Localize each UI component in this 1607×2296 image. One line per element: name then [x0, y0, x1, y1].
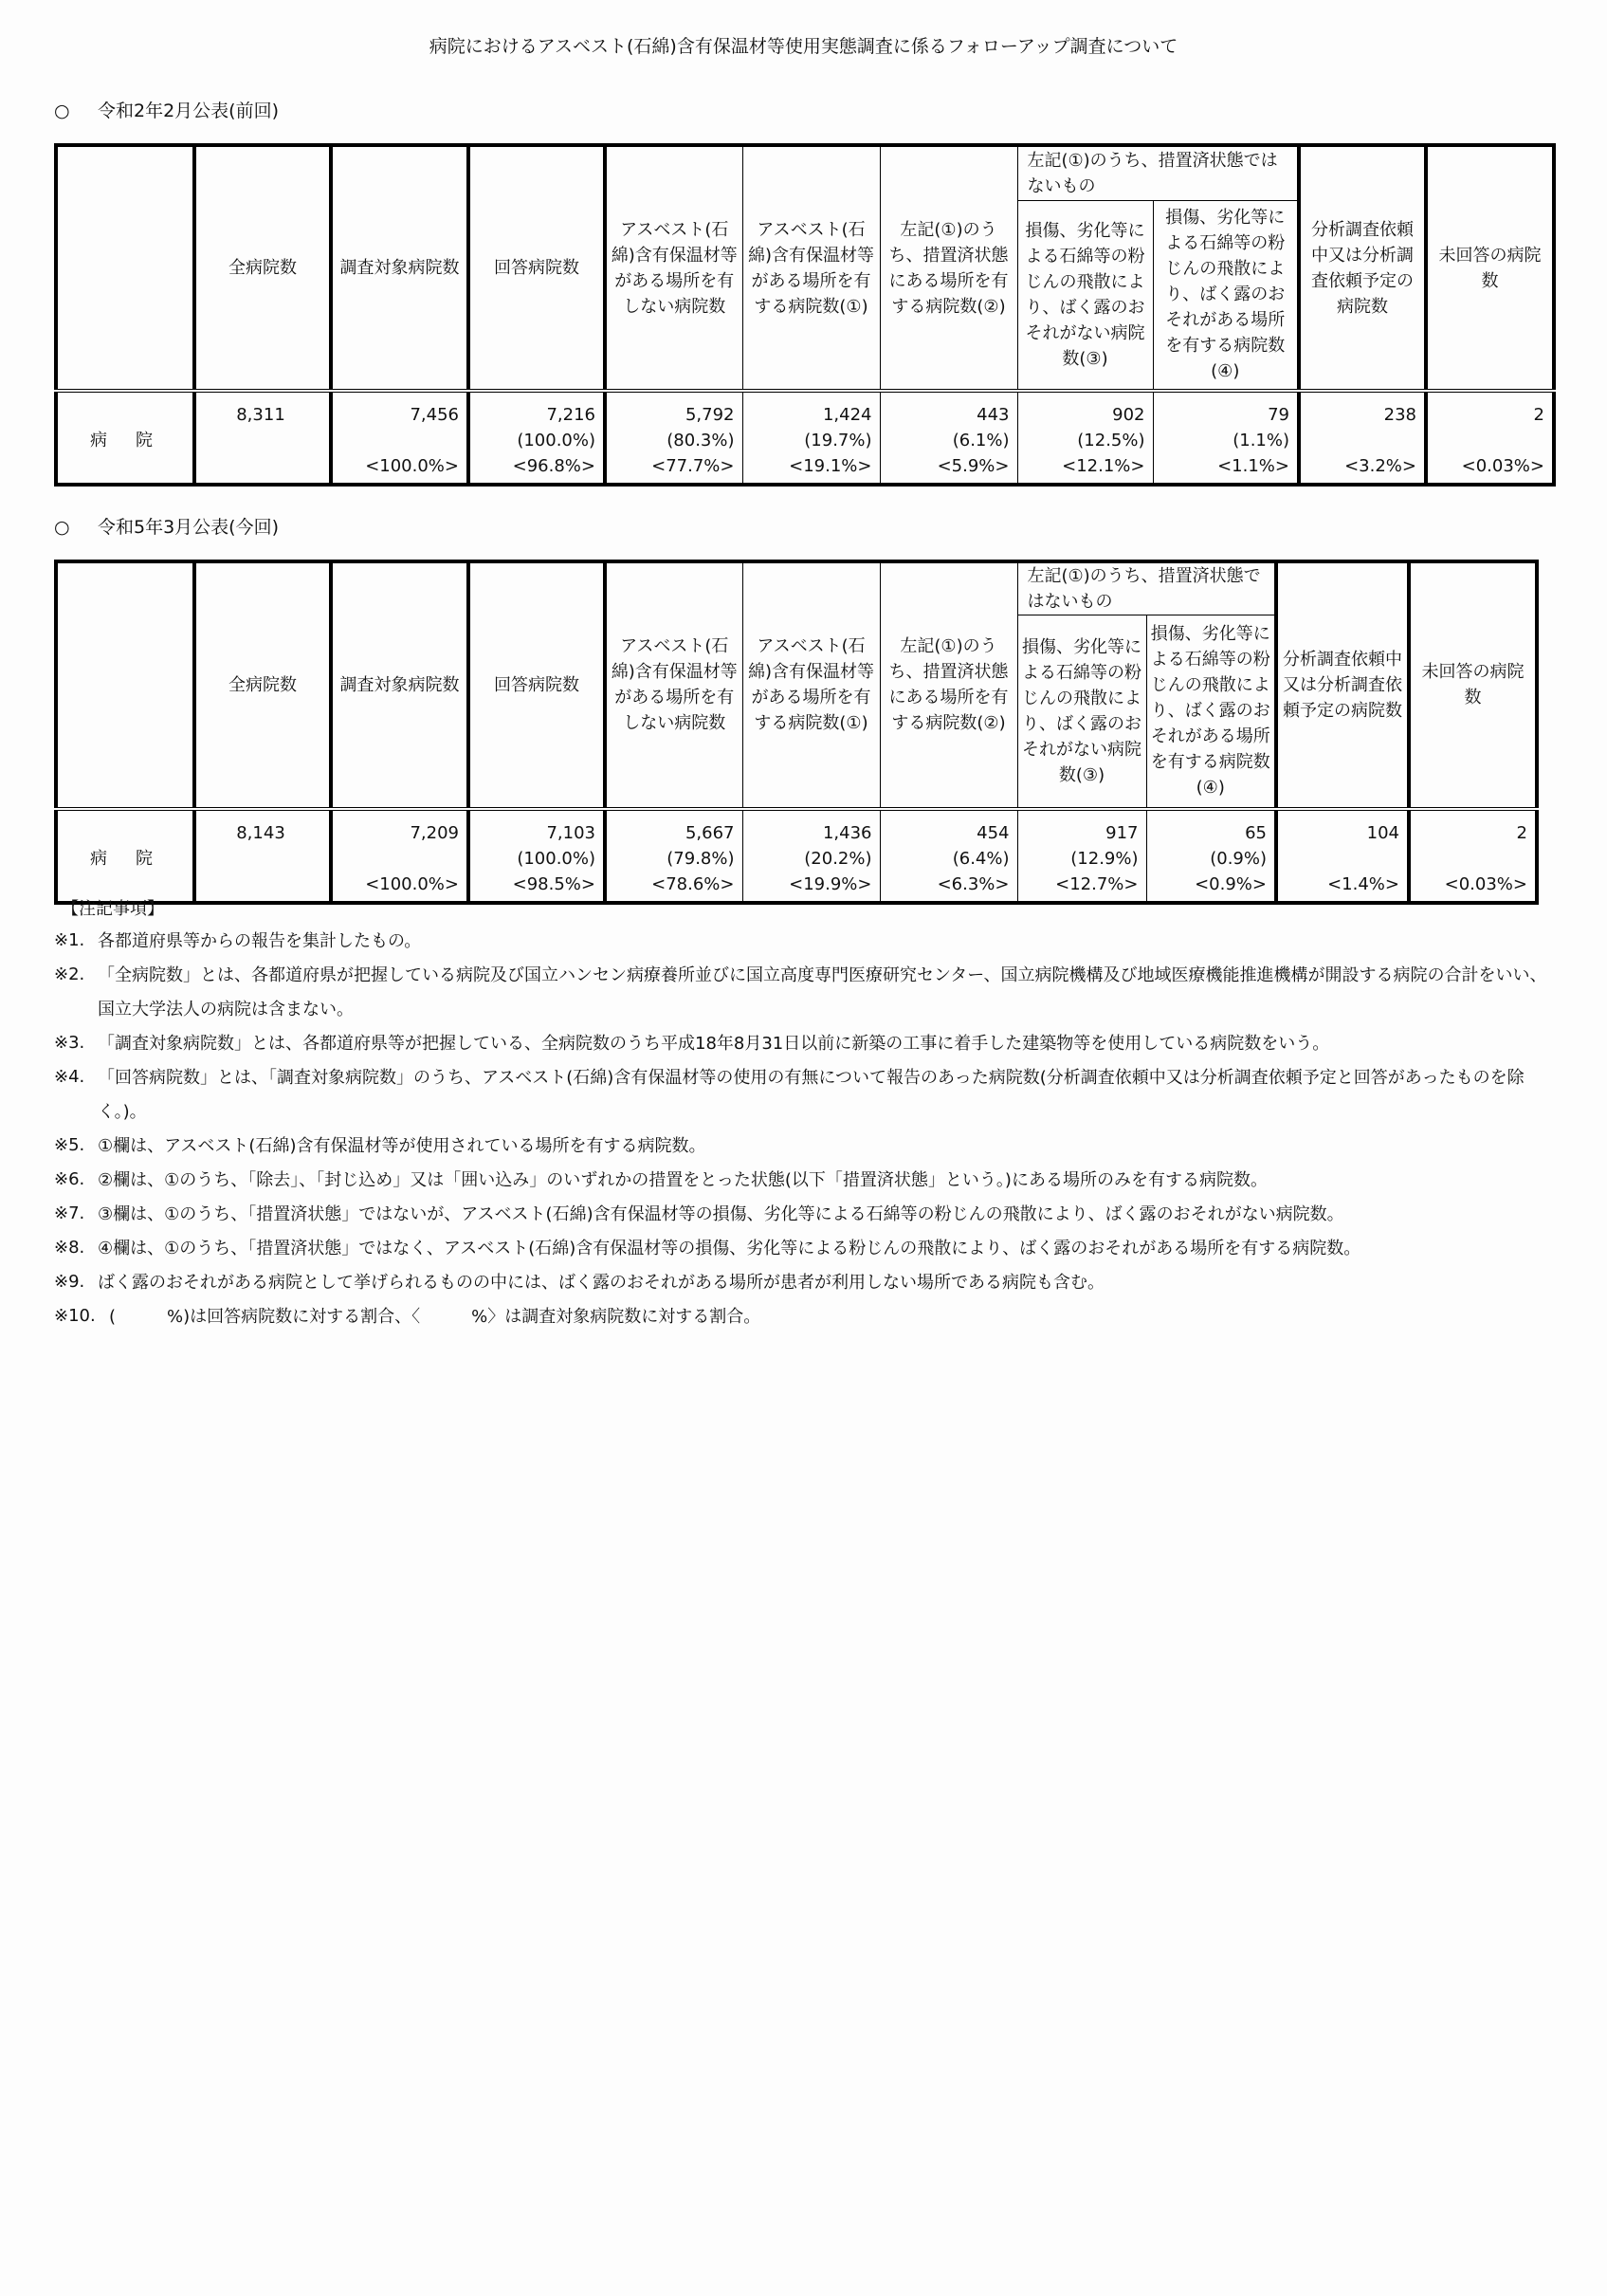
table-row-hospital: [56, 809, 1537, 903]
header-no-exposure-3: 損傷、劣化等による石綿等の粉じんの飛散により、ばく露のおそれがない病院数(③): [1017, 200, 1153, 391]
header-surveyed-hospitals: 調査対象病院数: [331, 561, 468, 809]
header-with-asbestos-1: アスベスト(石綿)含有保温材等がある場所を有する病院数(①): [742, 145, 880, 391]
note-item: ※6. ②欄は、①のうち、「除去」、「封じ込め」又は「囲い込み」のいずれかの措置をとった状態(以下「措置済状態」という。)にある場所のみを有する病院数。: [54, 1169, 1268, 1190]
cell-exposure-risk-4: 65 (0.9%) <0.9%>: [1146, 809, 1276, 903]
section-label-text: 令和2年2月公表(前回): [98, 101, 280, 121]
header-exposure-risk-4: 損傷、劣化等による石綿等の粉じんの飛散により、ばく露のおそれがある場所を有する病院数(④): [1153, 200, 1299, 391]
note-item: ※8. ④欄は、①のうち、「措置済状態」ではなく、アスベスト(石綿)含有保温材等の損傷、劣化等による粉じんの飛散により、ばく露のおそれがある場所を有する病院数。: [54, 1238, 1361, 1258]
header-treated-2: 左記(①)のうち、措置済状態にある場所を有する病院数(②): [880, 561, 1017, 809]
header-responding-hospitals: 回答病院数: [468, 145, 605, 391]
header-analysis-pending: 分析調査依頼中又は分析調査依頼予定の病院数: [1299, 145, 1426, 391]
header-with-asbestos-1: アスベスト(石綿)含有保温材等がある場所を有する病院数(①): [742, 561, 880, 809]
note-item: ※9. ばく露のおそれがある病院として挙げられるものの中には、ばく露のおそれがある場所が患者が利用しない場所である病院も含む。: [54, 1272, 1105, 1293]
cell-analysis-pending: 104 <1.4%>: [1276, 809, 1409, 903]
document-title: 病院におけるアスベスト(石綿)含有保温材等使用実態調査に係るフォローアップ調査について: [429, 36, 1178, 57]
note-item: ※2. 「全病院数」とは、各都道府県が把握している病院及び国立ハンセン病療養所並びに国立高度専門医療研究センター、国立病院機構及び地域医療機能推進機構が開設する病院の合計をいい、国立大学法人の病院は含まない。: [54, 964, 1547, 1019]
cell-responding: 7,216 (100.0%) <96.8%>: [468, 391, 605, 485]
survey-table-current: [54, 560, 1539, 905]
header-without-asbestos: アスベスト(石綿)含有保温材等がある場所を有しない病院数: [605, 561, 742, 809]
section-label-previous: [54, 97, 279, 122]
note-item: ※3. 「調査対象病院数」とは、各都道府県等が把握している、全病院数のうち平成18年8月31日以前に新築の工事に着手した建築物等を使用している病院数をいう。: [54, 1033, 1330, 1054]
note-item: ※7. ③欄は、①のうち、「措置済状態」ではないが、アスベスト(石綿)含有保温材等の損傷、劣化等による石綿等の粉じんの飛散により、ばく露のおそれがない病院数。: [54, 1203, 1344, 1224]
note-item: ※10. ( %)は回答病院数に対する割合、〈 %〉は調査対象病院数に対する割合。: [54, 1306, 761, 1327]
section-label-current: [54, 513, 279, 539]
header-total-hospitals: 全病院数: [194, 561, 331, 809]
cell-with-asbestos-1: 1,436 (20.2%) <19.9%>: [742, 809, 880, 903]
row-label: 病院: [56, 391, 194, 485]
cell-no-exposure-3: 917 (12.9%) <12.7%>: [1017, 809, 1146, 903]
cell-surveyed: 7,456 <100.0%>: [331, 391, 468, 485]
cell-treated-2: 443 (6.1%) <5.9%>: [880, 391, 1017, 485]
header-without-asbestos: アスベスト(石綿)含有保温材等がある場所を有しない病院数: [605, 145, 742, 391]
note-item: ※4. 「回答病院数」とは、「調査対象病院数」のうち、アスベスト(石綿)含有保温材等の使用の有無について報告のあった病院数(分析調査依頼中又は分析調査依頼予定と回答があったものを除く。)。: [54, 1067, 1525, 1122]
cell-responding: 7,103 (100.0%) <98.5%>: [468, 809, 605, 903]
cell-without-asbestos: 5,792 (80.3%) <77.7%>: [605, 391, 742, 485]
note-item: ※5. ①欄は、アスベスト(石綿)含有保温材等が使用されている場所を有する病院数。: [54, 1135, 706, 1156]
section-label-text: 令和5年3月公表(今回): [98, 517, 280, 538]
header-surveyed-hospitals: 調査対象病院数: [331, 145, 468, 391]
cell-total: 8,311: [194, 391, 331, 485]
notes-section: [54, 893, 1552, 1334]
header-exposure-risk-4: 損傷、劣化等による石綿等の粉じんの飛散により、ばく露のおそれがある場所を有する病院数(④): [1146, 615, 1276, 809]
header-row-label-cell: [56, 145, 194, 391]
header-analysis-pending: 分析調査依頼中又は分析調査依頼予定の病院数: [1276, 561, 1409, 809]
header-no-response: 未回答の病院数: [1409, 561, 1537, 809]
circle-bullet-icon: ○: [54, 517, 70, 538]
cell-no-response: 2 <0.03%>: [1426, 391, 1554, 485]
header-treated-2: 左記(①)のうち、措置済状態にある場所を有する病院数(②): [880, 145, 1017, 391]
cell-exposure-risk-4: 79 (1.1%) <1.1%>: [1153, 391, 1299, 485]
cell-without-asbestos: 5,667 (79.8%) <78.6%>: [605, 809, 742, 903]
cell-total: 8,143: [194, 809, 331, 903]
header-group-untreated: 左記(①)のうち、措置済状態ではないもの: [1017, 145, 1299, 200]
header-row-label-cell: [56, 561, 194, 809]
circle-bullet-icon: ○: [54, 101, 70, 121]
survey-table-previous: [54, 143, 1556, 487]
row-label: 病院: [56, 809, 194, 903]
header-no-response: 未回答の病院数: [1426, 145, 1554, 391]
cell-no-exposure-3: 902 (12.5%) <12.1%>: [1017, 391, 1153, 485]
header-no-exposure-3: 損傷、劣化等による石綿等の粉じんの飛散により、ばく露のおそれがない病院数(③): [1017, 615, 1146, 809]
cell-analysis-pending: 238 <3.2%>: [1299, 391, 1426, 485]
notes-title: 【注記事項】: [62, 899, 164, 919]
header-group-untreated: 左記(①)のうち、措置済状態ではないもの: [1017, 561, 1276, 615]
note-item: ※1. 各都道府県等からの報告を集計したもの。: [54, 930, 422, 951]
cell-with-asbestos-1: 1,424 (19.7%) <19.1%>: [742, 391, 880, 485]
table-row-hospital: [56, 391, 1554, 485]
cell-surveyed: 7,209 <100.0%>: [331, 809, 468, 903]
header-responding-hospitals: 回答病院数: [468, 561, 605, 809]
cell-no-response: 2 <0.03%>: [1409, 809, 1537, 903]
cell-treated-2: 454 (6.4%) <6.3%>: [880, 809, 1017, 903]
header-total-hospitals: 全病院数: [194, 145, 331, 391]
